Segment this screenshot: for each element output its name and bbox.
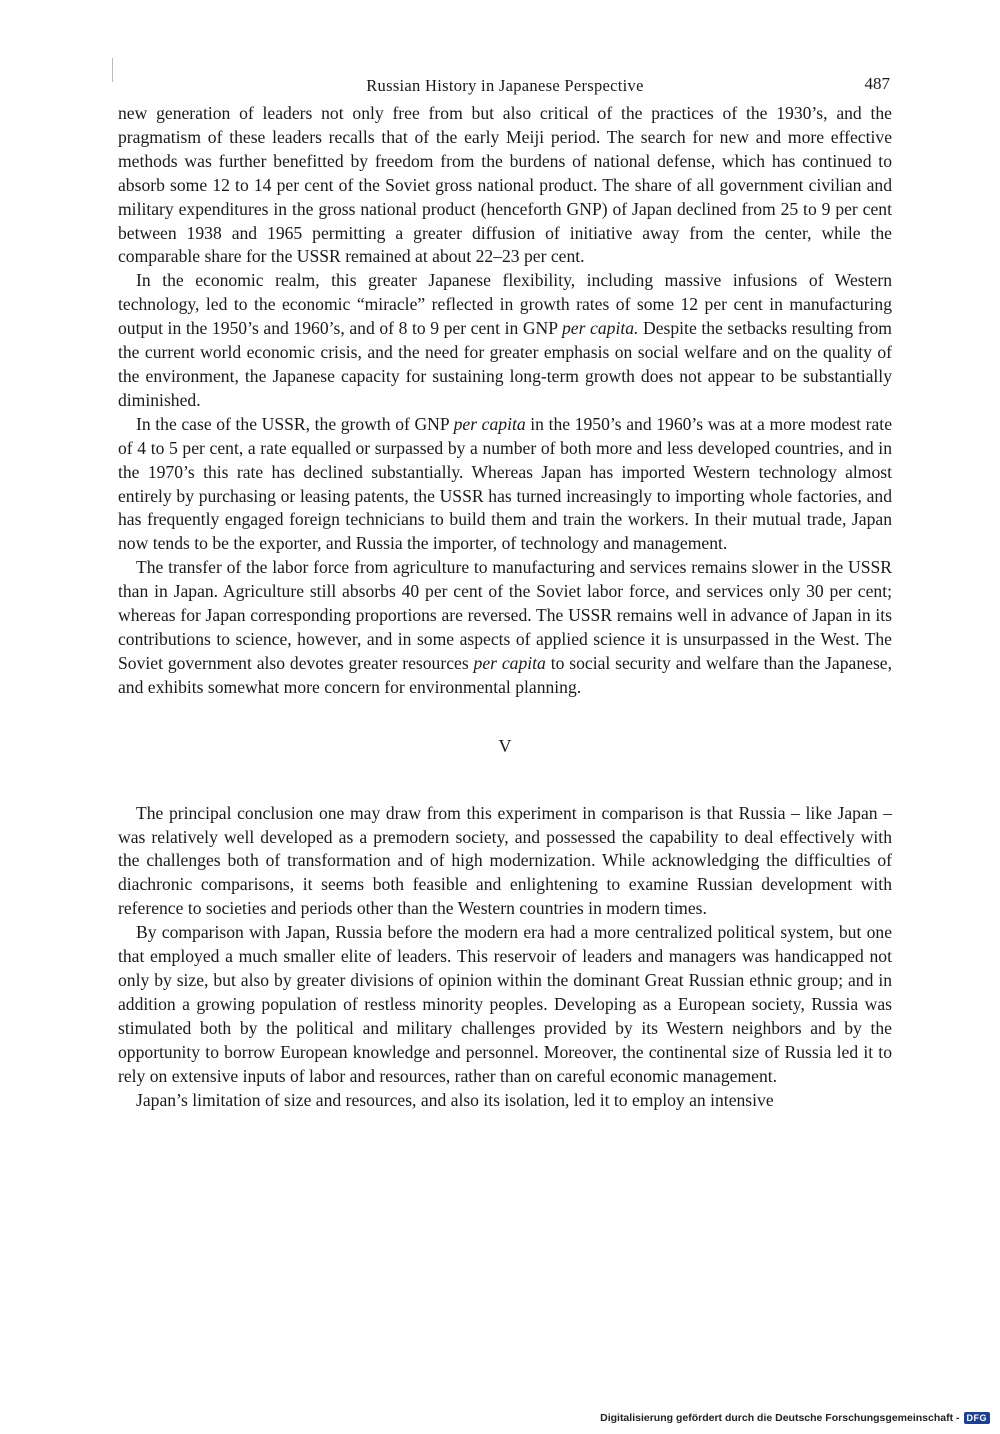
text-run: The principal conclusion one may draw from this experiment in comparison is that Russia – like Japan – was relatively well developed as a premodern society, and possessed the capability to deal effectively with the challenges both of transformation and of high modernization. While acknowledging the difficulties of diachronic comparisons, it seems both feasible and enlightening to examine Russian development with reference to societies and periods other than the Western countries in modern times. (118, 802, 892, 919)
paragraph (118, 556, 892, 699)
paragraph (118, 413, 892, 556)
text-run: Despite the setbacks resulting from the current world economic crisis, and the need for greater emphasis on social welfare and on the quality of the environment, the Japanese capacity for sustaining long-term growth does not appear to be substantially diminished. (118, 318, 892, 410)
italic-phrase: per capita. (562, 318, 639, 339)
scan-margin-mark (112, 58, 113, 82)
paragraph (118, 802, 892, 922)
text-run: new generation of leaders not only free from but also critical of the practices of the 1930’s, and the pragmatism of these leaders recalls that of the early Meiji period. The search for new and more effective methods was further benefitted by freedom from the burdens of national defense, which has continued to absorb some 12 to 14 per cent of the Soviet gross national product. The share of all government civilian and military expenditures in the gross national product (henceforth GNP) of Japan declined from 25 to 9 per cent between 1938 and 1965 permitting a greater diffusion of initiative away from the center, while the comparable share for the USSR remained at about 22–23 per cent. (118, 103, 892, 267)
text-run: By comparison with Japan, Russia before the modern era had a more centralized political system, but one that employed a much smaller elite of leaders. This reservoir of leaders and managers was handicapped not only by size, but also by greater divisions of opinion within the dominant Great Russian ethnic group; and in addition a growing population of restless minority peoples. Developing as a European society, Russia was stimulated both by the political and military challenges provided by its Western neighbors and by the opportunity to borrow European knowledge and personnel. Moreover, the continental size of Russia led it to rely on extensive inputs of labor and resources, rather than on careful economic management. (118, 922, 892, 1086)
text-run: to social security and welfare than the Japanese, and exhibits somewhat more concern for environmental planning. (118, 652, 893, 697)
italic-phrase: per capita (473, 652, 546, 673)
text-run: in the 1950’s and 1960’s was at a more modest rate of 4 to 5 per cent, a rate equalled or surpassed by a number of both more and less developed countries, and in the 1970’s this rate has declined substantially. Whereas Japan has imported Western technology almost entirely by purchasing or leasing patents, the USSR has turned increasingly to importing whole factories, and has frequently engaged foreign technicians to build them and train the workers. In their mutual trade, Japan now tends to be the exporter, and Russia the importer, of technology and management. (118, 413, 893, 554)
digitization-footer (600, 1412, 990, 1424)
body-text (118, 102, 892, 1112)
section-heading: V (498, 735, 512, 756)
page-number: 487 (864, 74, 890, 93)
running-title: Russian History in Japanese Perspective (366, 76, 644, 95)
text-run: In the economic realm, this greater Japanese flexibility, including massive infusions of Western technology, led to the economic “miracle” reflected in growth rates of some 12 per cent in manufacturing output in the 1950’s and 1960’s, and of 8 to 9 per cent in GNP (118, 270, 892, 339)
footer-credit: Digitalisierung gefördert durch die Deutsche Forschungsgemeinschaft - (600, 1412, 960, 1424)
paragraphs-before-section (118, 102, 892, 700)
text-run: In the case of the USSR, the growth of GNP (136, 413, 454, 434)
dfg-logo: DFG (964, 1412, 991, 1424)
text-run: The transfer of the labor force from agriculture to manufacturing and services remains slower in the USSR than in Japan. Agriculture still absorbs 40 per cent of the Soviet labor force, and services only 30 per cent; whereas for Japan corresponding proportions are reversed. The USSR remains well in advance of Japan in its contributions to science, however, and in some aspects of applied science it is unsurpassed in the West. The Soviet government also devotes greater resources (118, 557, 892, 673)
page (118, 70, 892, 1112)
italic-phrase: per capita (453, 413, 526, 434)
paragraph (118, 921, 892, 1088)
paragraph (118, 269, 892, 412)
paragraphs-after-section (118, 802, 892, 1113)
paragraph (118, 102, 892, 269)
running-header (118, 70, 892, 102)
paragraph (118, 1089, 892, 1113)
text-run: Japan’s limitation of size and resources, and also its isolation, led it to employ an intensive (136, 1089, 774, 1110)
